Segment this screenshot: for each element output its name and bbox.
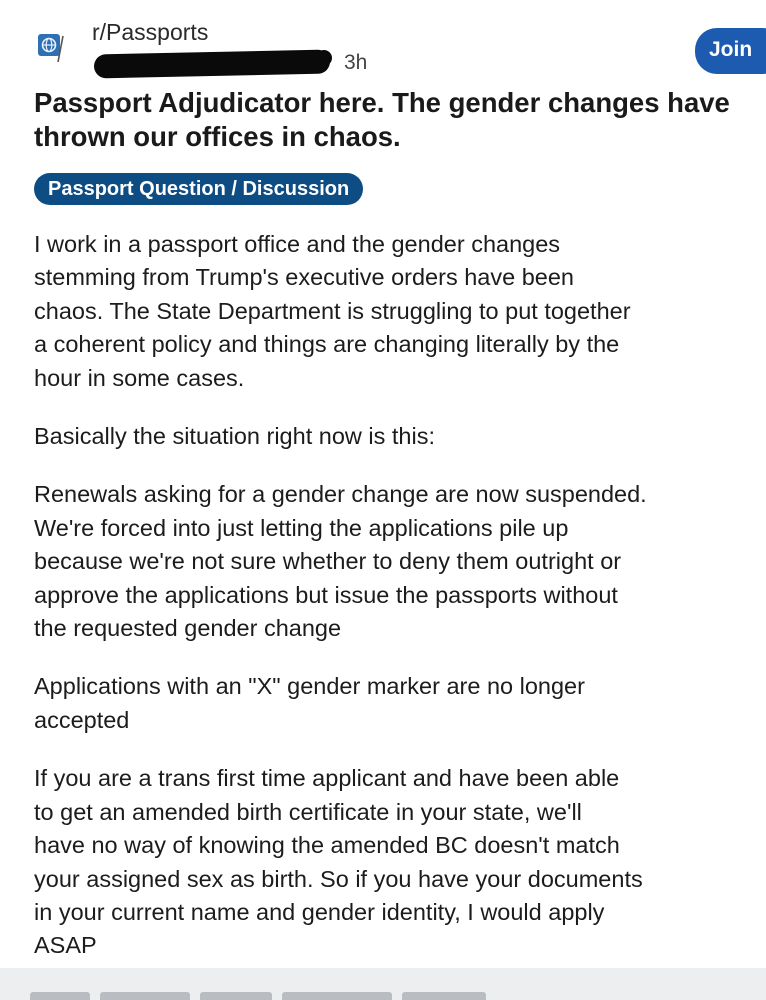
body-line: approve the applications but issue the passports without	[34, 581, 618, 608]
redacted-username	[94, 50, 330, 79]
next-post-preview-cutoff	[30, 984, 550, 1000]
body-line: to get an amended birth certificate in your state, we'll	[34, 798, 582, 825]
post-flair[interactable]: Passport Question / Discussion	[34, 173, 363, 205]
body-line: a coherent policy and things are changing literally by the	[34, 331, 620, 358]
body-line: We're forced into just letting the applications pile up	[34, 514, 569, 541]
redacted-mark	[316, 50, 332, 66]
subreddit-passport-icon[interactable]	[38, 28, 66, 64]
body-line: hour in some cases.	[34, 364, 245, 391]
post-age: 3h	[344, 51, 368, 74]
body-line: I work in a passport office and the gender changes	[34, 231, 561, 257]
body-paragraph	[34, 670, 766, 737]
post-body	[34, 228, 766, 988]
body-line: If you are a trans first time applicant and have been able	[34, 765, 620, 792]
body-line: in your current name and gender identity, I would apply	[34, 898, 605, 925]
body-line: chaos. The State Department is struggling to put together	[34, 297, 631, 324]
body-line: have no way of knowing the amended BC doesn't match	[34, 832, 620, 859]
body-paragraph	[34, 420, 766, 453]
join-button[interactable]: Join	[695, 28, 766, 74]
body-line: your assigned sex as birth. So if you have your documents	[34, 865, 643, 892]
subreddit-name[interactable]: r/Passports	[92, 19, 209, 45]
body-line: Applications with an "X" gender marker are no longer	[34, 673, 585, 700]
body-line: because we're not sure whether to deny them outright or	[34, 548, 622, 575]
body-paragraph	[34, 478, 766, 645]
body-line: stemming from Trump's executive orders have been	[34, 264, 574, 291]
body-line: ASAP	[34, 932, 97, 959]
body-line: Basically the situation right now is this:	[34, 423, 435, 450]
body-paragraph	[34, 228, 766, 395]
body-paragraph	[34, 762, 766, 962]
post-title[interactable]: Passport Adjudicator here. The gender changes have thrown our offices in chaos.	[34, 87, 730, 152]
body-line: the requested gender change	[34, 615, 342, 642]
body-line: Renewals asking for a gender change are now suspended.	[34, 481, 647, 508]
body-line: accepted	[34, 706, 130, 733]
